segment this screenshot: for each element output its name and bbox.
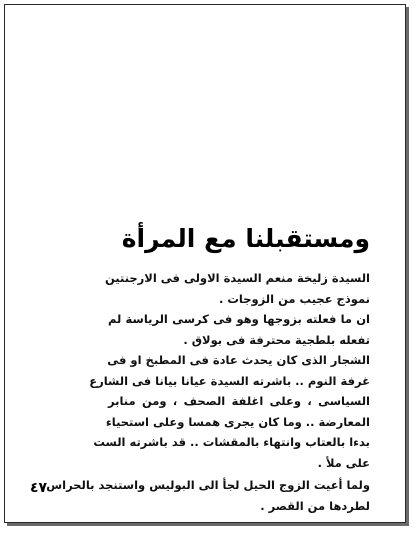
text-line: على ملأ . bbox=[317, 455, 370, 470]
text-line: بدءا بالعتاب وانتهاء بالمقشات .. قد باشرته الست bbox=[93, 435, 370, 449]
body-text bbox=[46, 268, 370, 516]
text-line: ولما أعيت الزوج الحيل لجأ الى البوليس واستنجد بالحراس bbox=[46, 478, 370, 492]
text-line: نموذج عجيب من الزوجات . bbox=[218, 291, 370, 306]
text-line: السياسى ، وعلى اغلفة الصحف ، ومن منابر bbox=[108, 394, 370, 408]
chapter-heading: ومستقبلنا مع المرأة bbox=[121, 224, 370, 253]
text-line: السيدة زليخة منعم السيدة الاولى فى الارجنتين bbox=[104, 271, 370, 285]
text-line: تفعله بلطجية محترفة فى بولاق . bbox=[183, 332, 370, 347]
text-line: غرفة النوم .. باشرته السيدة عيانا بيانا فى الشارع bbox=[89, 373, 370, 388]
text-line: ان ما فعلته بزوجها وهو فى كرسى الرياسة لم bbox=[108, 312, 370, 326]
text-line: لطردها من القصر . bbox=[260, 498, 370, 513]
page-number: ٤٧ bbox=[30, 480, 48, 496]
text-line: الشجار الذى كان يحدث عادة فى المطبخ او فى bbox=[107, 353, 370, 367]
text-line: المعارضة .. وما كان يجرى همسا وعلى استحياء bbox=[105, 414, 370, 429]
